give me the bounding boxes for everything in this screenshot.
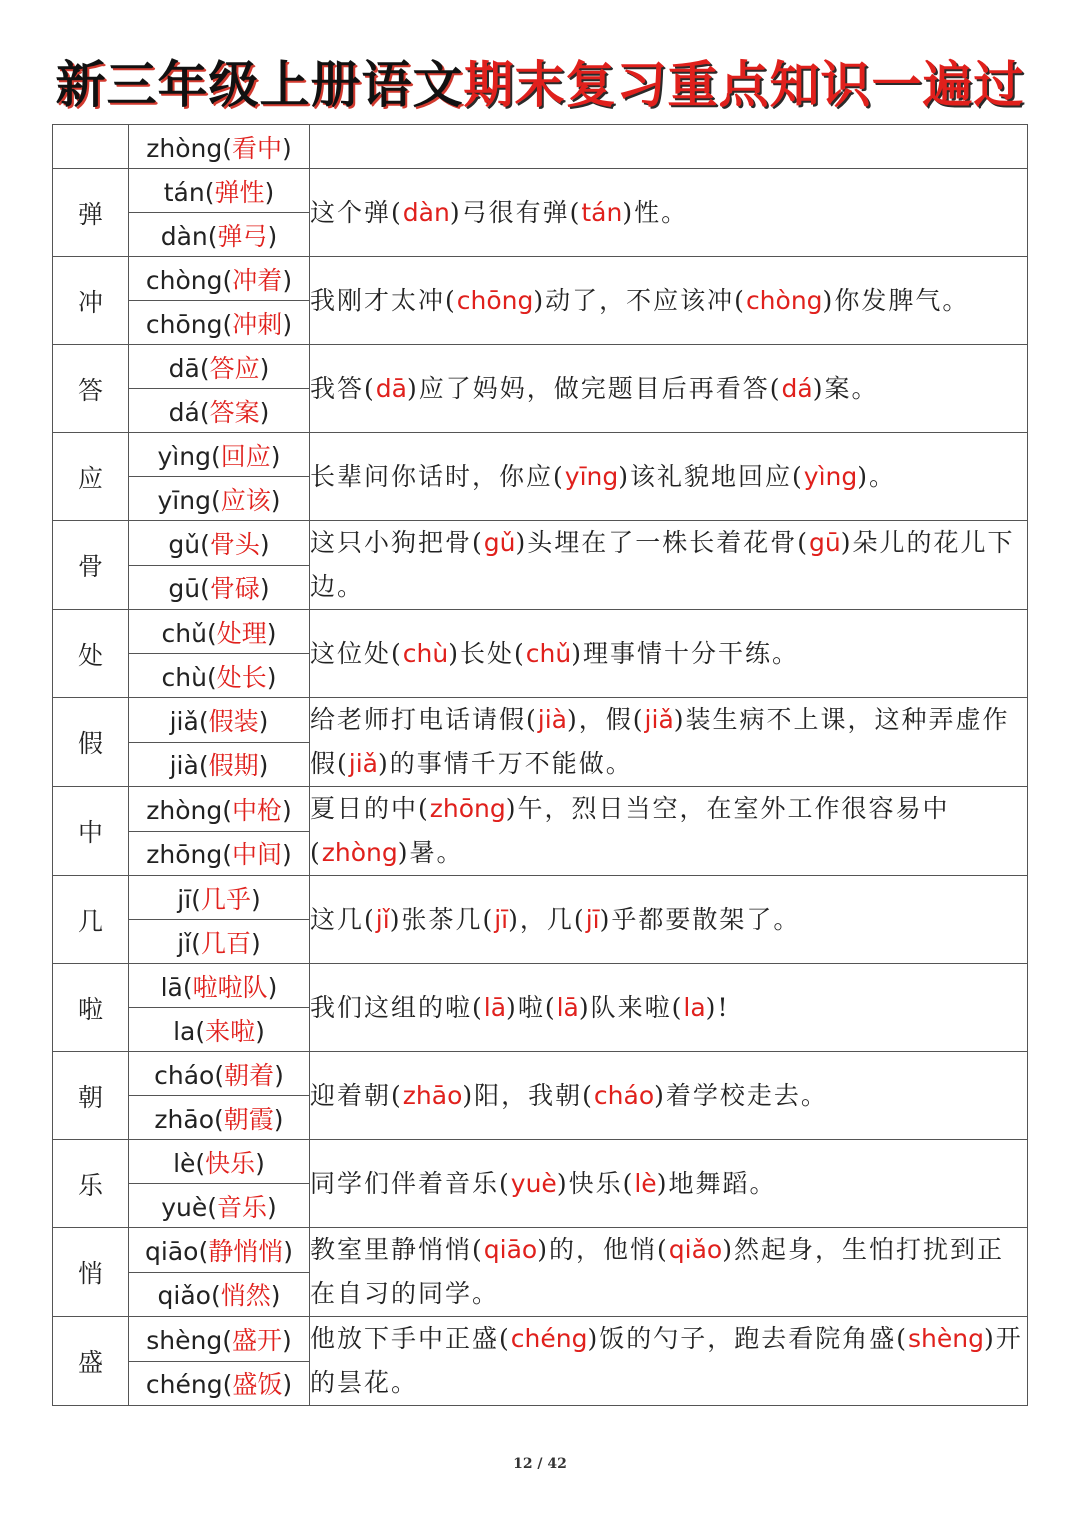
title-red-part: 期末复习重点知识一遍过: [463, 55, 1025, 114]
pinyin-cell: zhāo(朝霞): [129, 1096, 310, 1140]
pinyin-cell: jiǎ(假装): [129, 698, 310, 743]
sentence-pinyin: gū: [809, 528, 841, 557]
pinyin: lè: [173, 1148, 196, 1178]
pinyin-cell: yìng(回应): [129, 433, 310, 477]
sentence-text: 阳，我朝: [474, 1080, 583, 1110]
sentence-text: 案。: [824, 373, 879, 403]
char-cell: 朝: [53, 1052, 129, 1140]
pinyin-cell: jià(假期): [129, 742, 310, 787]
table-row: [53, 257, 1028, 301]
table-row: [53, 433, 1028, 477]
example-word: 答案: [209, 397, 260, 427]
table-row: [53, 876, 1028, 920]
example-word: 处长: [216, 662, 267, 692]
sentence-pinyin: dàn: [402, 197, 450, 227]
sentence-text: 夏日的中: [310, 794, 419, 823]
sentence-text: 暑。: [409, 838, 464, 867]
table-body: [53, 125, 1028, 1406]
sentence-cell: 这几(jǐ)张茶几(jī)，几(jī)乎都要散架了。: [310, 876, 1028, 964]
char-cell: 冲: [53, 257, 129, 345]
char-cell: 弹: [53, 169, 129, 257]
sentence-text: 长处: [459, 638, 514, 668]
sentence-text: 饭的勺子，跑去看院角盛: [599, 1324, 897, 1353]
pinyin: shèng: [146, 1325, 223, 1355]
char-cell: 盛: [53, 1317, 129, 1406]
sentence-pinyin: chòng: [745, 285, 823, 315]
pinyin: gū: [168, 574, 201, 604]
example-word: 假装: [208, 706, 259, 736]
pinyin-cell: qiǎo(悄然): [129, 1272, 310, 1317]
sentence-text: 你发脾气。: [834, 285, 970, 315]
sentence-text: ，假: [578, 705, 633, 734]
sentence-text: 应了妈妈，做完题目后再看答: [418, 373, 770, 403]
sentence-pinyin: dá: [781, 373, 813, 403]
pinyin: jǐ: [177, 928, 192, 958]
sentence-pinyin: gǔ: [483, 528, 516, 557]
sentence-pinyin: jī: [494, 904, 509, 934]
sentence-text: 这只小狗把骨: [310, 528, 473, 557]
table-row: [53, 964, 1028, 1008]
sentence-text: 快乐: [568, 1168, 623, 1198]
pinyin: yīng: [157, 485, 211, 515]
table-row: [53, 787, 1028, 832]
sentence-text: 地舞蹈。: [668, 1168, 777, 1198]
pinyin-cell: chōng(冲刺): [129, 301, 310, 345]
sentence-text: 我答: [310, 373, 365, 403]
char-cell: 处: [53, 610, 129, 698]
pinyin: chù: [161, 662, 207, 692]
char-cell: 中: [53, 787, 129, 876]
sentence-pinyin: yuè: [510, 1168, 557, 1198]
example-word: 悄然: [220, 1281, 271, 1311]
char-cell: 骨: [53, 521, 129, 610]
pinyin: jiǎ: [169, 706, 199, 736]
char-cell: 应: [53, 433, 129, 521]
sentence-text: 长辈问你话时，你应: [310, 461, 554, 491]
sentence-text: 朵儿的花儿下边。: [310, 528, 1015, 601]
sentence-pinyin: cháo: [593, 1080, 655, 1110]
sentence-pinyin: dā: [375, 373, 407, 403]
sentence-pinyin: la: [683, 992, 706, 1022]
example-word: 音乐: [217, 1192, 268, 1222]
sentence-cell: 同学们伴着音乐(yuè)快乐(lè)地舞蹈。: [310, 1140, 1028, 1228]
sentence-text: !: [717, 992, 730, 1022]
table-row: [53, 521, 1028, 566]
sentence-cell: 长辈问你话时，你应(yīng)该礼貌地回应(yìng)。: [310, 433, 1028, 521]
sentence-cell: 我刚才太冲(chōng)动了，不应该冲(chòng)你发脾气。: [310, 257, 1028, 345]
pinyin: la: [173, 1016, 196, 1046]
pinyin: gǔ: [168, 529, 201, 559]
sentence-cell: 教室里静悄悄(qiāo)的，他悄(qiǎo)然起身，生怕打扰到正在自习的同学。: [310, 1228, 1028, 1317]
pinyin-cell: zhōng(中间): [129, 831, 310, 876]
sentence-pinyin: yìng: [803, 461, 858, 491]
sentence-pinyin: qiǎo: [668, 1235, 723, 1264]
sentence-text: 该礼貌地回应: [630, 461, 793, 491]
pinyin-cell: chéng(盛饭): [129, 1361, 310, 1406]
pinyin: lā: [160, 972, 183, 1002]
sentence-pinyin: tán: [581, 197, 623, 227]
pinyin-cell: chòng(冲着): [129, 257, 310, 301]
pinyin: dá: [168, 397, 200, 427]
sentence-cell: 我们这组的啦(lā)啦(lā)队来啦(la)!: [310, 964, 1028, 1052]
example-word: 冲着: [232, 265, 283, 295]
sentence-cell: 夏日的中(zhōng)午，烈日当空，在室外工作很容易中(zhòng)暑。: [310, 787, 1028, 876]
example-word: 盛开: [231, 1325, 282, 1355]
pinyin-cell: la(来啦): [129, 1008, 310, 1052]
sentence-text: 啦: [517, 992, 545, 1022]
example-word: 几百: [200, 928, 251, 958]
sentence-pinyin: zhōng: [429, 794, 506, 823]
sentence-cell: 这只小狗把骨(gǔ)头埋在了一株长着花骨(gū)朵儿的花儿下边。: [310, 521, 1028, 610]
example-word: 弹性: [214, 177, 265, 207]
example-word: 来啦: [205, 1016, 256, 1046]
sentence-text: 队来啦: [590, 992, 672, 1022]
char-cell: 啦: [53, 964, 129, 1052]
table-row: [53, 169, 1028, 213]
sentence-pinyin: jiǎ: [348, 749, 378, 778]
char-cell: 乐: [53, 1140, 129, 1228]
example-word: 看中: [231, 133, 282, 163]
pinyin-cell: gū(骨碌): [129, 565, 310, 610]
sentence-text: 我刚才太冲: [310, 285, 446, 315]
table-row: [53, 610, 1028, 654]
example-word: 快乐: [205, 1148, 256, 1178]
pinyin: zhòng: [146, 133, 223, 163]
example-word: 应该: [220, 485, 271, 515]
example-word: 回应: [220, 441, 271, 471]
sentence-text: 同学们伴着音乐: [310, 1168, 500, 1198]
table-row: [53, 1228, 1028, 1273]
pinyin: yuè: [161, 1192, 208, 1222]
char-cell: 假: [53, 698, 129, 787]
sentence-pinyin: yīng: [564, 461, 619, 491]
example-word: 中间: [231, 840, 282, 870]
sentence-pinyin: jià: [537, 705, 567, 734]
example-word: 几乎: [200, 884, 251, 914]
sentence-cell: 他放下手中正盛(chéng)饭的勺子，跑去看院角盛(shèng)开的昙花。: [310, 1317, 1028, 1406]
sentence-text: 这几: [310, 904, 365, 934]
sentence-text: 然起身，生怕打扰到正在自习的同学。: [310, 1235, 1004, 1308]
pinyin: chōng: [145, 309, 223, 339]
sentence-pinyin: jī: [585, 904, 600, 934]
pinyin: tán: [163, 177, 205, 207]
sentence-text: 迎着朝: [310, 1080, 392, 1110]
sentence-pinyin: chù: [402, 638, 449, 668]
example-word: 啦啦队: [192, 972, 268, 1002]
pinyin-cell: tán(弹性): [129, 169, 310, 213]
pinyin-cell: dàn(弹弓): [129, 213, 310, 257]
pinyin: chǔ: [161, 618, 207, 648]
pinyin: yìng: [157, 441, 211, 471]
sentence-pinyin: zhòng: [321, 838, 398, 867]
example-word: 弹弓: [217, 221, 268, 251]
table-row: [53, 345, 1028, 389]
pinyin-cell: yīng(应该): [129, 477, 310, 521]
sentence-text: 理事情十分干练。: [582, 638, 799, 668]
sentence-pinyin: lā: [556, 992, 579, 1022]
sentence-text: ，几: [519, 904, 574, 934]
sentence-text: 性。: [634, 197, 689, 227]
sentence-pinyin: jiǎ: [644, 705, 674, 734]
example-word: 中枪: [231, 795, 282, 825]
sentence-pinyin: jǐ: [375, 904, 390, 934]
sentence-pinyin: lā: [483, 992, 507, 1022]
sentence-text: 这个弹: [310, 197, 392, 227]
sentence-text: 我们这组的啦: [310, 992, 473, 1022]
example-word: 冲刺: [232, 309, 283, 339]
char-cell: [53, 125, 129, 169]
polyphone-table: [52, 124, 1028, 1406]
sentence-text: 装生病不上课，这种弄虚作假: [310, 705, 1010, 778]
example-word: 骨头: [209, 529, 260, 559]
sentence-text: 张茶几: [401, 904, 483, 934]
pinyin: zhōng: [146, 840, 223, 870]
sentence-text: 午，烈日当空，在室外工作很容易中: [517, 794, 950, 823]
table-row: [53, 698, 1028, 743]
sentence-pinyin: zhāo: [402, 1080, 463, 1110]
pinyin-cell: shèng(盛开): [129, 1317, 310, 1362]
table-row: [53, 1052, 1028, 1096]
pinyin-cell: zhòng(中枪): [129, 787, 310, 832]
pinyin: chòng: [145, 265, 223, 295]
pinyin-cell: zhòng(看中): [129, 125, 310, 169]
example-word: 答应: [209, 353, 260, 383]
sentence-cell: 这位处(chù)长处(chǔ)理事情十分干练。: [310, 610, 1028, 698]
table-row: [53, 1317, 1028, 1362]
example-word: 静悄悄: [208, 1236, 284, 1266]
sentence-text: 头埋在了一株长着花骨: [527, 528, 798, 557]
pinyin-cell: chù(处长): [129, 654, 310, 698]
sentence-text: 教室里静悄悄: [310, 1235, 473, 1264]
sentence-text: 着学校走去。: [665, 1080, 828, 1110]
table-row: [53, 125, 1028, 169]
pinyin-cell: yuè(音乐): [129, 1184, 310, 1228]
sentence-text: 。: [869, 461, 897, 491]
pinyin: chéng: [145, 1370, 223, 1400]
sentence-text: 弓很有弹: [461, 197, 570, 227]
example-word: 朝着: [224, 1060, 275, 1090]
pinyin-cell: dā(答应): [129, 345, 310, 389]
example-word: 骨碌: [209, 574, 260, 604]
sentence-pinyin: chéng: [510, 1324, 588, 1353]
char-cell: 几: [53, 876, 129, 964]
pinyin: jià: [169, 751, 199, 781]
pinyin-cell: lè(快乐): [129, 1140, 310, 1184]
sentence-text: 动了，不应该冲: [545, 285, 735, 315]
pinyin: zhòng: [146, 795, 223, 825]
pinyin-cell: jǐ(几百): [129, 920, 310, 964]
sentence-text: 给老师打电话请假: [310, 705, 527, 734]
pinyin: dā: [168, 353, 200, 383]
sentence-text: 的，他悄: [548, 1235, 657, 1264]
example-word: 处理: [216, 618, 267, 648]
sentence-text: 他放下手中正盛: [310, 1324, 500, 1353]
example-word: 朝霞: [223, 1104, 274, 1134]
sentence-text: 开的昙花。: [310, 1324, 1023, 1397]
example-word: 假期: [208, 751, 259, 781]
sentence-text: 这位处: [310, 638, 392, 668]
sentence-text: 的事情千万不能做。: [389, 749, 633, 778]
pinyin: qiǎo: [157, 1281, 211, 1311]
page-number: 12 / 42: [513, 1456, 567, 1472]
sentence-cell: 给老师打电话请假(jià)，假(jiǎ)装生病不上课，这种弄虚作假(jiǎ)的事情千万不能做。: [310, 698, 1028, 787]
sentence-pinyin: qiāo: [483, 1235, 538, 1264]
sentence-text: 乎都要散架了。: [611, 904, 801, 934]
pinyin-cell: dá(答案): [129, 389, 310, 433]
sentence-cell: [310, 125, 1028, 169]
pinyin: zhāo: [154, 1104, 215, 1134]
sentence-cell: 这个弹(dàn)弓很有弹(tán)性。: [310, 169, 1028, 257]
page-title: [0, 50, 1080, 120]
pinyin-cell: lā(啦啦队): [129, 964, 310, 1008]
char-cell: 悄: [53, 1228, 129, 1317]
example-word: 盛饭: [232, 1370, 283, 1400]
pinyin-cell: qiāo(静悄悄): [129, 1228, 310, 1273]
title-black-part: 新三年级上册语文: [55, 55, 464, 114]
sentence-pinyin: chǔ: [525, 638, 572, 668]
sentence-pinyin: shèng: [908, 1324, 984, 1353]
pinyin: cháo: [154, 1060, 215, 1090]
pinyin: dàn: [160, 221, 208, 251]
char-cell: 答: [53, 345, 129, 433]
pinyin-cell: jī(几乎): [129, 876, 310, 920]
sentence-pinyin: lè: [634, 1168, 657, 1198]
sentence-cell: 我答(dā)应了妈妈，做完题目后再看答(dá)案。: [310, 345, 1028, 433]
pinyin-cell: chǔ(处理): [129, 610, 310, 654]
pinyin: jī: [177, 884, 192, 914]
pinyin-cell: gǔ(骨头): [129, 521, 310, 566]
table-row: [53, 1140, 1028, 1184]
sentence-cell: 迎着朝(zhāo)阳，我朝(cháo)着学校走去。: [310, 1052, 1028, 1140]
pinyin: qiāo: [145, 1236, 199, 1266]
pinyin-cell: cháo(朝着): [129, 1052, 310, 1096]
sentence-pinyin: chōng: [456, 285, 534, 315]
